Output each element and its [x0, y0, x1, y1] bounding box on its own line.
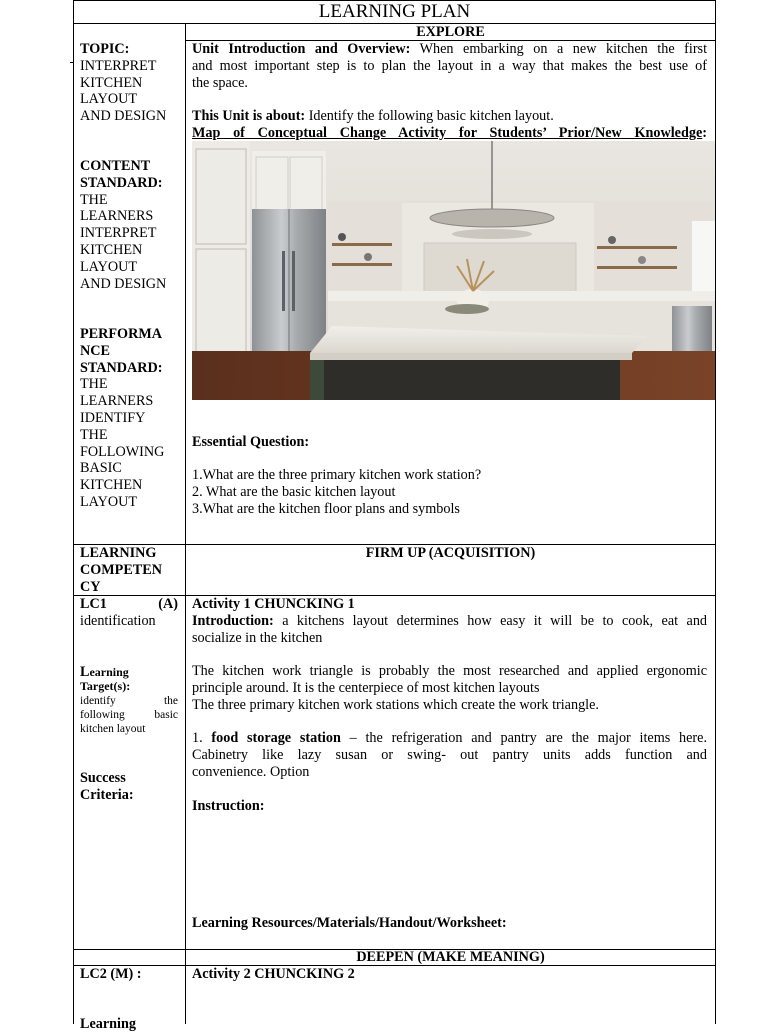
- essential-question-label: Essential Question:: [192, 434, 310, 450]
- unit-intro-text: and most important step is to plan the layout in a way that makes the best use of: [192, 57, 707, 74]
- content-standard-line: LEARNERS: [80, 208, 154, 225]
- topic-block: [80, 41, 178, 125]
- performance-standard-line: FOLLOWING: [80, 443, 165, 460]
- concept-map-label: Map of Conceptual Change Activity for Students’ Prior/New Knowledge: [192, 125, 703, 141]
- performance-standard-block: [80, 326, 178, 511]
- performance-standard-line: THE: [80, 376, 108, 393]
- unit-about: [192, 108, 707, 125]
- unit-intro-label: Unit Introduction and Overview:: [192, 41, 411, 57]
- topic-line: KITCHEN: [80, 74, 143, 91]
- performance-standard-line: THE: [80, 426, 108, 443]
- content-standard-label: CONTENT: [80, 158, 151, 174]
- performance-standard-label: STANDARD:: [80, 359, 163, 376]
- content-standard-label: STANDARD:: [80, 174, 163, 191]
- essential-questions: [192, 467, 707, 517]
- unit-intro-text: When embarking on a new kitchen the first: [419, 41, 708, 57]
- question-item: 2. What are the basic kitchen layout: [192, 483, 396, 500]
- topic-line: AND DESIGN: [80, 108, 167, 125]
- performance-standard-line: LAYOUT: [80, 493, 138, 510]
- table-border-right: [715, 0, 716, 1024]
- resources-label: Learning Resources/Materials/Handout/Worksheet:: [192, 915, 507, 931]
- lc2-label: LC2 (M) :: [80, 966, 142, 982]
- content-standard-block: [80, 158, 178, 292]
- activity-1-introduction: Introduction: a kitchens layout determines how easy it will be to cook, eat and socialize in the kitchen: [192, 613, 708, 646]
- topic-label: TOPIC:: [80, 41, 130, 57]
- performance-standard-label: NCE: [80, 342, 110, 359]
- instruction-label: Instruction:: [192, 798, 265, 814]
- tiny-mark: [70, 62, 74, 63]
- question-item: 1.What are the three primary kitchen work station?: [192, 467, 482, 483]
- topic-line: LAYOUT: [80, 91, 138, 108]
- success-criteria-label: Success Criteria:: [80, 770, 134, 803]
- lc1-type: identification: [80, 612, 156, 629]
- lc1-label: LC1 (A) identification: [80, 596, 178, 629]
- learning-target-label: Learning Target(s):: [80, 664, 131, 693]
- learning-label-cut: Learning: [80, 1016, 136, 1032]
- performance-standard-line: KITCHEN: [80, 477, 143, 494]
- content-standard-line: AND DESIGN: [80, 275, 167, 292]
- content-standard-line: KITCHEN: [80, 241, 143, 258]
- performance-standard-line: LEARNERS: [80, 393, 154, 410]
- concept-map-label-row: [192, 125, 707, 142]
- firm-up-header: FIRM UP (ACQUISITION): [365, 545, 536, 561]
- column-divider: [185, 24, 186, 1024]
- concept-map-colon: :: [702, 125, 707, 141]
- unit-introduction: [192, 41, 707, 91]
- unit-about-label: This Unit is about:: [192, 108, 306, 124]
- activity-2-title: Activity 2 CHUNCKING 2: [192, 966, 355, 982]
- work-triangle-text: The kitchen work triangle is probably the most researched and applied ergonomic principle around. It is the centerpiece of most kitchen layouts The three primary kitchen work stations which create the work triangle.: [192, 663, 707, 713]
- unit-intro-text: the space.: [192, 74, 248, 91]
- content-standard-line: LAYOUT: [80, 258, 138, 275]
- activity-1-title: Activity 1 CHUNCKING 1: [192, 596, 355, 612]
- content-standard-line: THE: [80, 191, 108, 208]
- content-standard-line: INTERPRET: [80, 225, 157, 242]
- explore-header: EXPLORE: [416, 24, 485, 40]
- performance-standard-line: IDENTIFY: [80, 409, 146, 426]
- question-item: 3.What are the kitchen floor plans and symbols: [192, 500, 460, 517]
- learning-target-text: identify the following basic kitchen layout: [80, 695, 178, 735]
- table-border-left: [73, 0, 74, 1024]
- page-title: LEARNING PLAN: [318, 1, 471, 22]
- learning-competency-label: LEARNING COMPETEN CY: [80, 545, 162, 595]
- deepen-header: DEEPEN (MAKE MEANING): [356, 949, 545, 965]
- performance-standard-label: PERFORMA: [80, 326, 162, 342]
- performance-standard-line: BASIC: [80, 460, 122, 477]
- food-storage-station: 1. food storage station – the refrigeration and pantry are the major items here. Cabinetry like lazy susan or swing- out pantry units adds function and convenience. Option: [192, 730, 707, 780]
- unit-about-text: Identify the following basic kitchen layout.: [308, 108, 554, 124]
- topic-line: INTERPRET: [80, 57, 157, 74]
- kitchen-photo: [192, 141, 715, 400]
